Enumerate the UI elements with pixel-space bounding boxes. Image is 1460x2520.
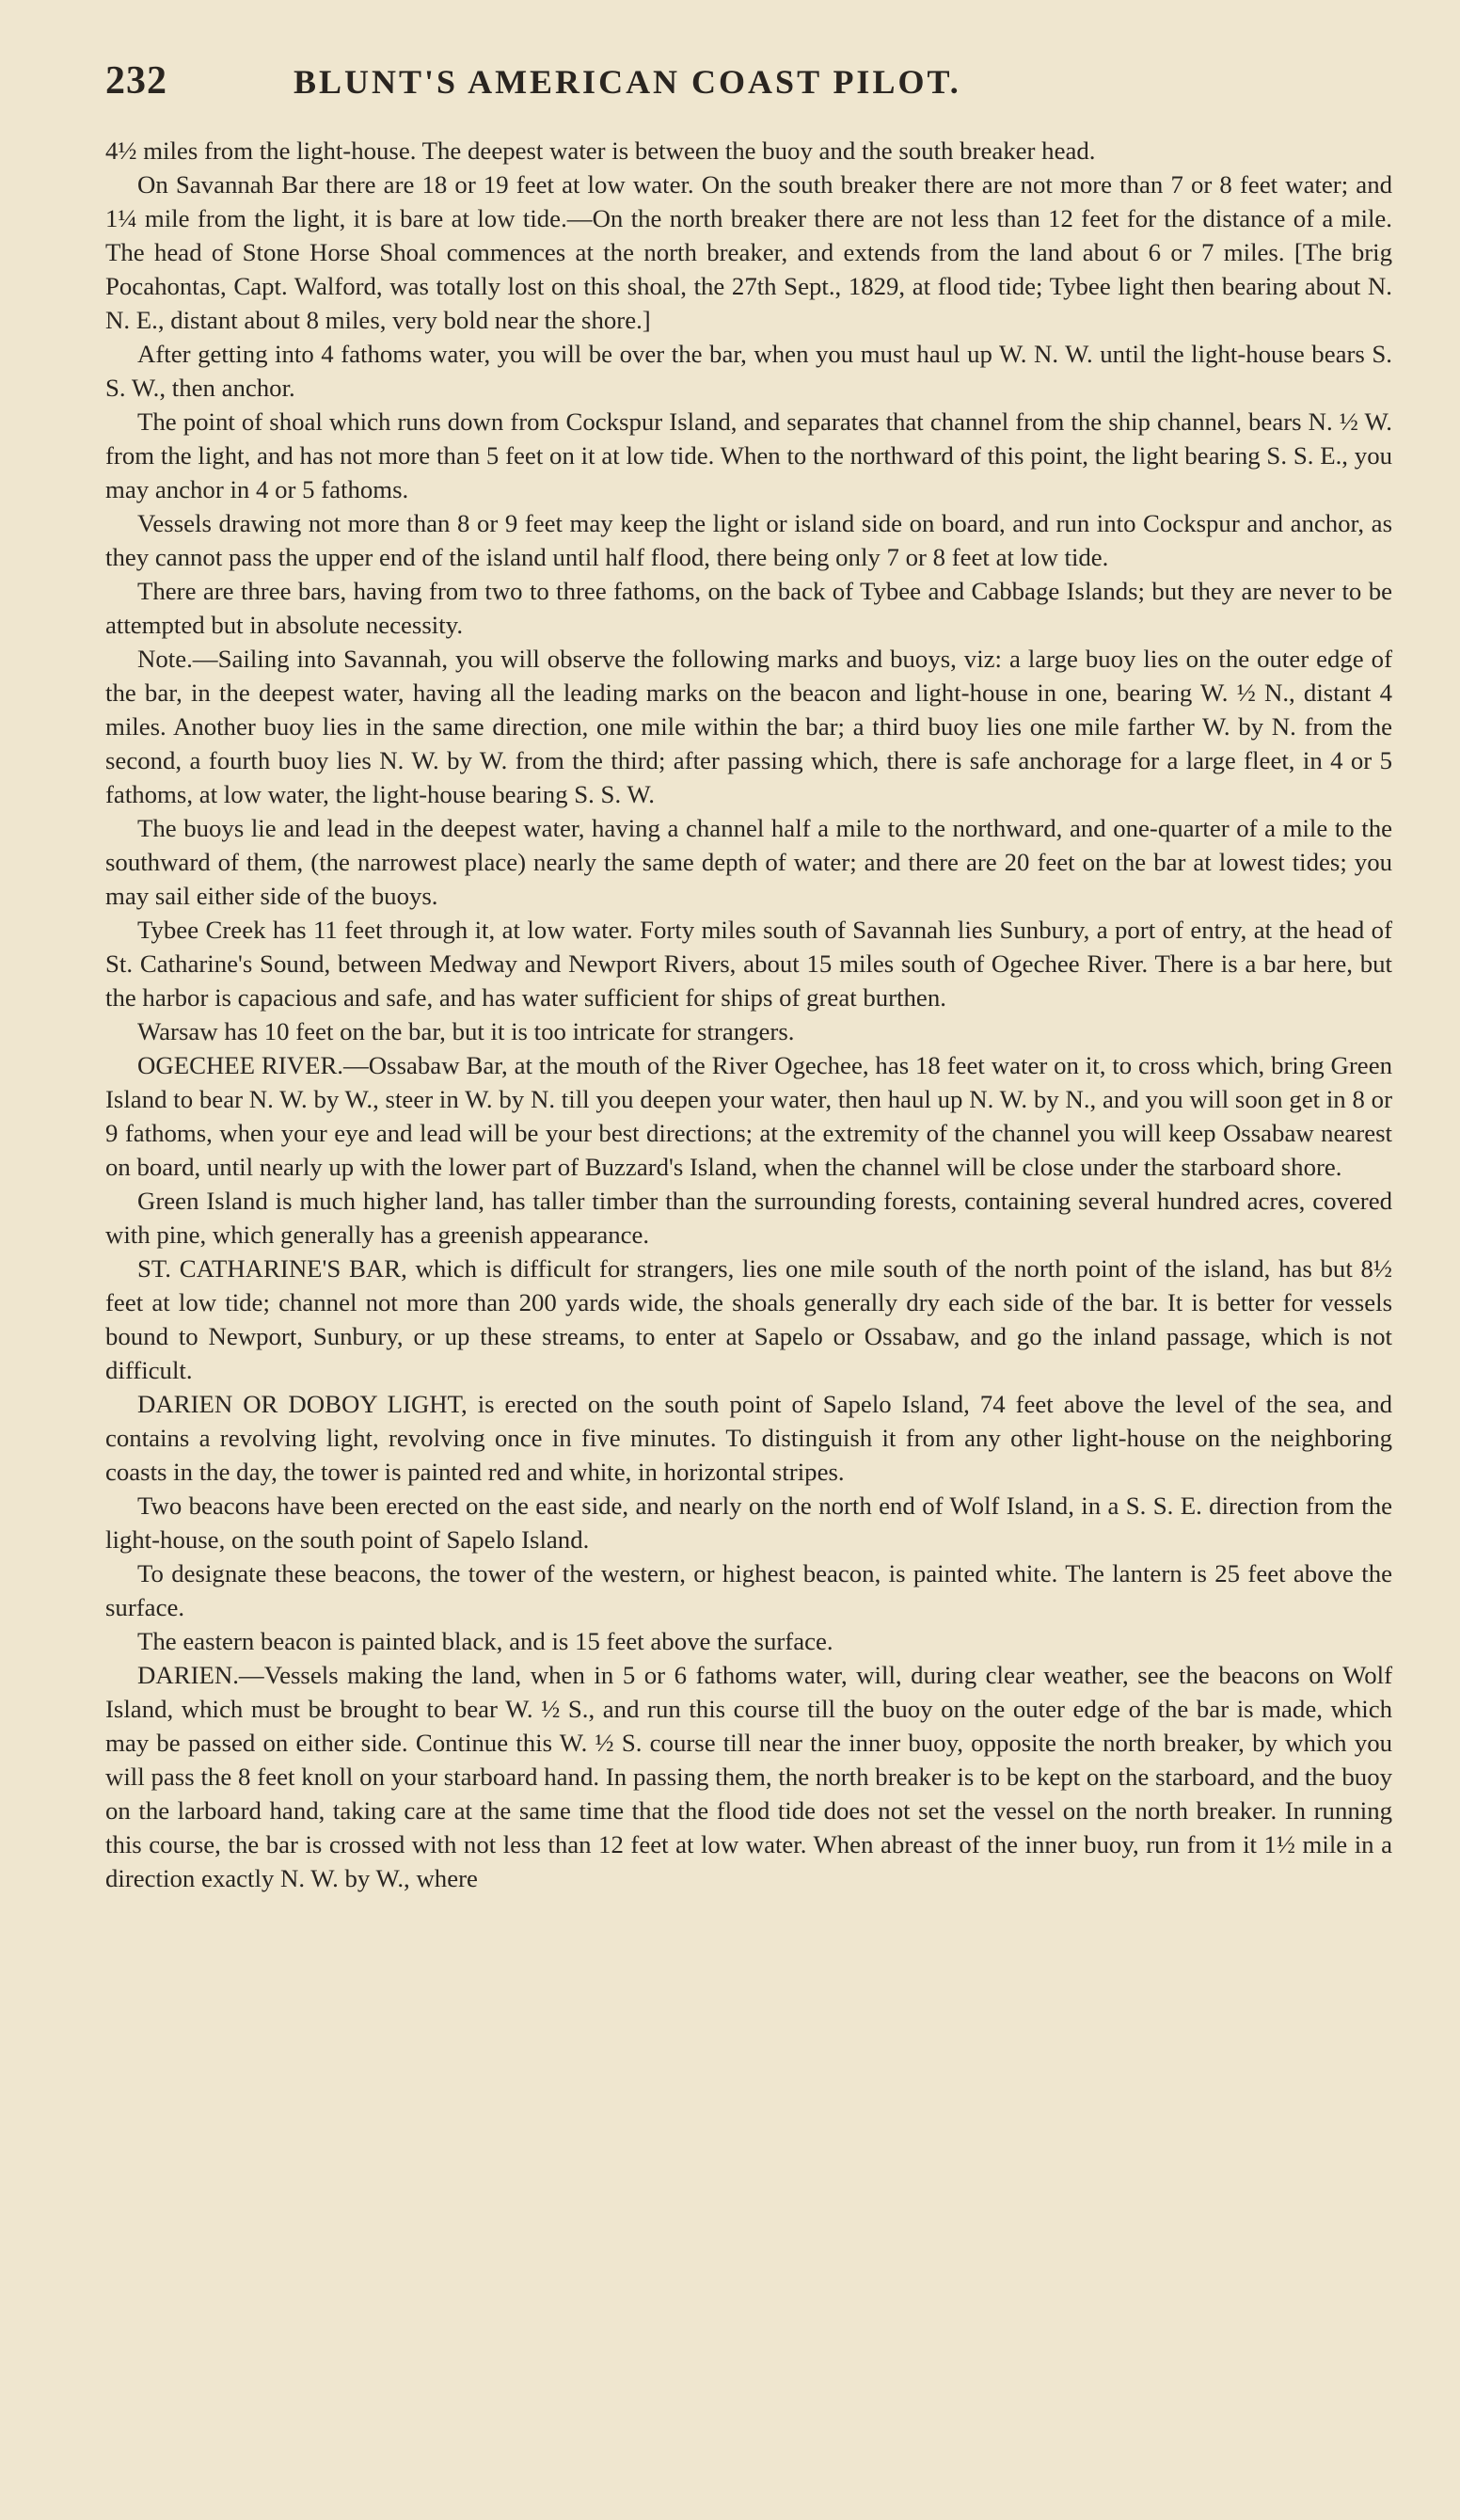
- paragraph: The eastern beacon is painted black, and is 15 feet above the surface.: [137, 1627, 833, 1655]
- book-page: [105, 58, 1392, 1895]
- paragraph: The point of shoal which runs down from Cockspur Island, and separates that channel from the ship channel, bears N. ½ W. from the light, and has not more than 5 feet on it at low tide. When to the northward of this point, the light bearing S. S. E., you may anchor in 4 or 5 fathoms.: [105, 407, 1392, 503]
- paragraph: Tybee Creek has 11 feet through it, at low water. Forty miles south of Savannah lies Sunbury, a port of entry, at the head of St. Catharine's Sound, between Medway and Newport Rivers, about 15 miles south of Ogechee River. There is a bar here, but the harbor is capacious and safe, and has water sufficient for ships of great burthen.: [105, 916, 1392, 1012]
- page-number: 232: [105, 59, 167, 103]
- paragraph: Green Island is much higher land, has taller timber than the surrounding forests, containing several hundred acres, covered with pine, which generally has a greenish appearance.: [105, 1187, 1392, 1249]
- running-title: BLUNT'S AMERICAN COAST PILOT.: [294, 63, 961, 101]
- paragraph: OGECHEE RIVER.—Ossabaw Bar, at the mouth of the River Ogechee, has 18 feet water on it, to cross which, bring Green Island to bear N. W. by W., steer in W. by N. till you deepen your water, then haul up N. W. by N., and you will soon get in 8 or 9 fathoms, when your eye and lead will be your best directions; at the extremity of the channel you will keep Ossabaw nearest on board, until nearly up with the lower part of Buzzard's Island, when the channel will be close under the starboard shore.: [105, 1051, 1392, 1181]
- paragraph: On Savannah Bar there are 18 or 19 feet at low water. On the south breaker there are not more than 7 or 8 feet water; and 1¼ mile from the light, it is bare at low tide.—On the north breaker there are not less than 12 feet for the distance of a mile. The head of Stone Horse Shoal commences at the north breaker, and extends from the land about 6 or 7 miles. [The brig Pocahontas, Capt. Walford, was totally lost on this shoal, the 27th Sept., 1829, at flood tide; Tybee light then bearing about N. N. E., distant about 8 miles, very bold near the shore.]: [105, 170, 1392, 334]
- paragraph: Two beacons have been erected on the east side, and nearly on the north end of Wolf Island, in a S. S. E. direction from the light-house, on the south point of Sapelo Island.: [105, 1491, 1392, 1554]
- paragraph: Vessels drawing not more than 8 or 9 feet may keep the light or island side on board, and run into Cockspur and anchor, as they cannot pass the upper end of the island until half flood, there being only 7 or 8 feet at low tide.: [105, 509, 1392, 571]
- paragraph: There are three bars, having from two to three fathoms, on the back of Tybee and Cabbage Islands; but they are never to be attempted but in absolute necessity.: [105, 577, 1392, 639]
- paragraph: The buoys lie and lead in the deepest water, having a channel half a mile to the northward, and one-quarter of a mile to the southward of them, (the narrowest place) nearly the same depth of water; and there are 20 feet on the bar at lowest tides; you may sail either side of the buoys.: [105, 814, 1392, 910]
- paragraph: After getting into 4 fathoms water, you will be over the bar, when you must haul up W. N. W. until the light-house bears S. S. W., then anchor.: [105, 340, 1392, 402]
- paragraph: Note.—Sailing into Savannah, you will observe the following marks and buoys, viz: a large buoy lies on the outer edge of the bar, in the deepest water, having all the leading marks on the beacon and light-house in one, bearing W. ½ N., distant 4 miles. Another buoy lies in the same direction, one mile within the bar; a third buoy lies one mile farther W. by N. from the second, a fourth buoy lies N. W. by W. from the third; after passing which, there is safe anchorage for a large fleet, in 4 or 5 fathoms, at low water, the light-house bearing S. S. W.: [105, 645, 1392, 808]
- paragraph: ST. CATHARINE'S BAR, which is difficult for strangers, lies one mile south of the north point of the island, has but 8½ feet at low tide; channel not more than 200 yards wide, the shoals generally dry each side of the bar. It is better for vessels bound to Newport, Sunbury, or up these streams, to enter at Sapelo or Ossabaw, and go the inland passage, which is not difficult.: [105, 1254, 1392, 1384]
- paragraph: DARIEN.—Vessels making the land, when in 5 or 6 fathoms water, will, during clear weather, see the beacons on Wolf Island, which must be brought to bear W. ½ S., and run this course till the buoy on the outer edge of the bar is made, which may be passed on either side. Continue this W. ½ S. course till near the inner buoy, opposite the north breaker, by which you will pass the 8 feet knoll on your starboard hand. In passing them, the north breaker is to be kept on the starboard, and the buoy on the larboard hand, taking care at the same time that the flood tide does not set the vessel on the north breaker. In running this course, the bar is crossed with not less than 12 feet at low water. When abreast of the inner buoy, run from it 1½ mile in a direction exactly N. W. by W., where: [105, 1661, 1392, 1892]
- body-text: [105, 134, 1392, 1895]
- paragraph: Warsaw has 10 feet on the bar, but it is too intricate for strangers.: [137, 1017, 795, 1045]
- running-head: [105, 58, 1392, 119]
- paragraph: DARIEN OR DOBOY LIGHT, is erected on the south point of Sapelo Island, 74 feet above the level of the sea, and contains a revolving light, revolving once in five minutes. To distinguish it from any other light-house on the neighboring coasts in the day, the tower is painted red and white, in horizontal stripes.: [105, 1390, 1392, 1486]
- paragraph: To designate these beacons, the tower of the western, or highest beacon, is painted white. The lantern is 25 feet above the surface.: [105, 1559, 1392, 1621]
- paragraph: 4½ miles from the light-house. The deepest water is between the buoy and the south breaker head.: [105, 136, 1096, 165]
